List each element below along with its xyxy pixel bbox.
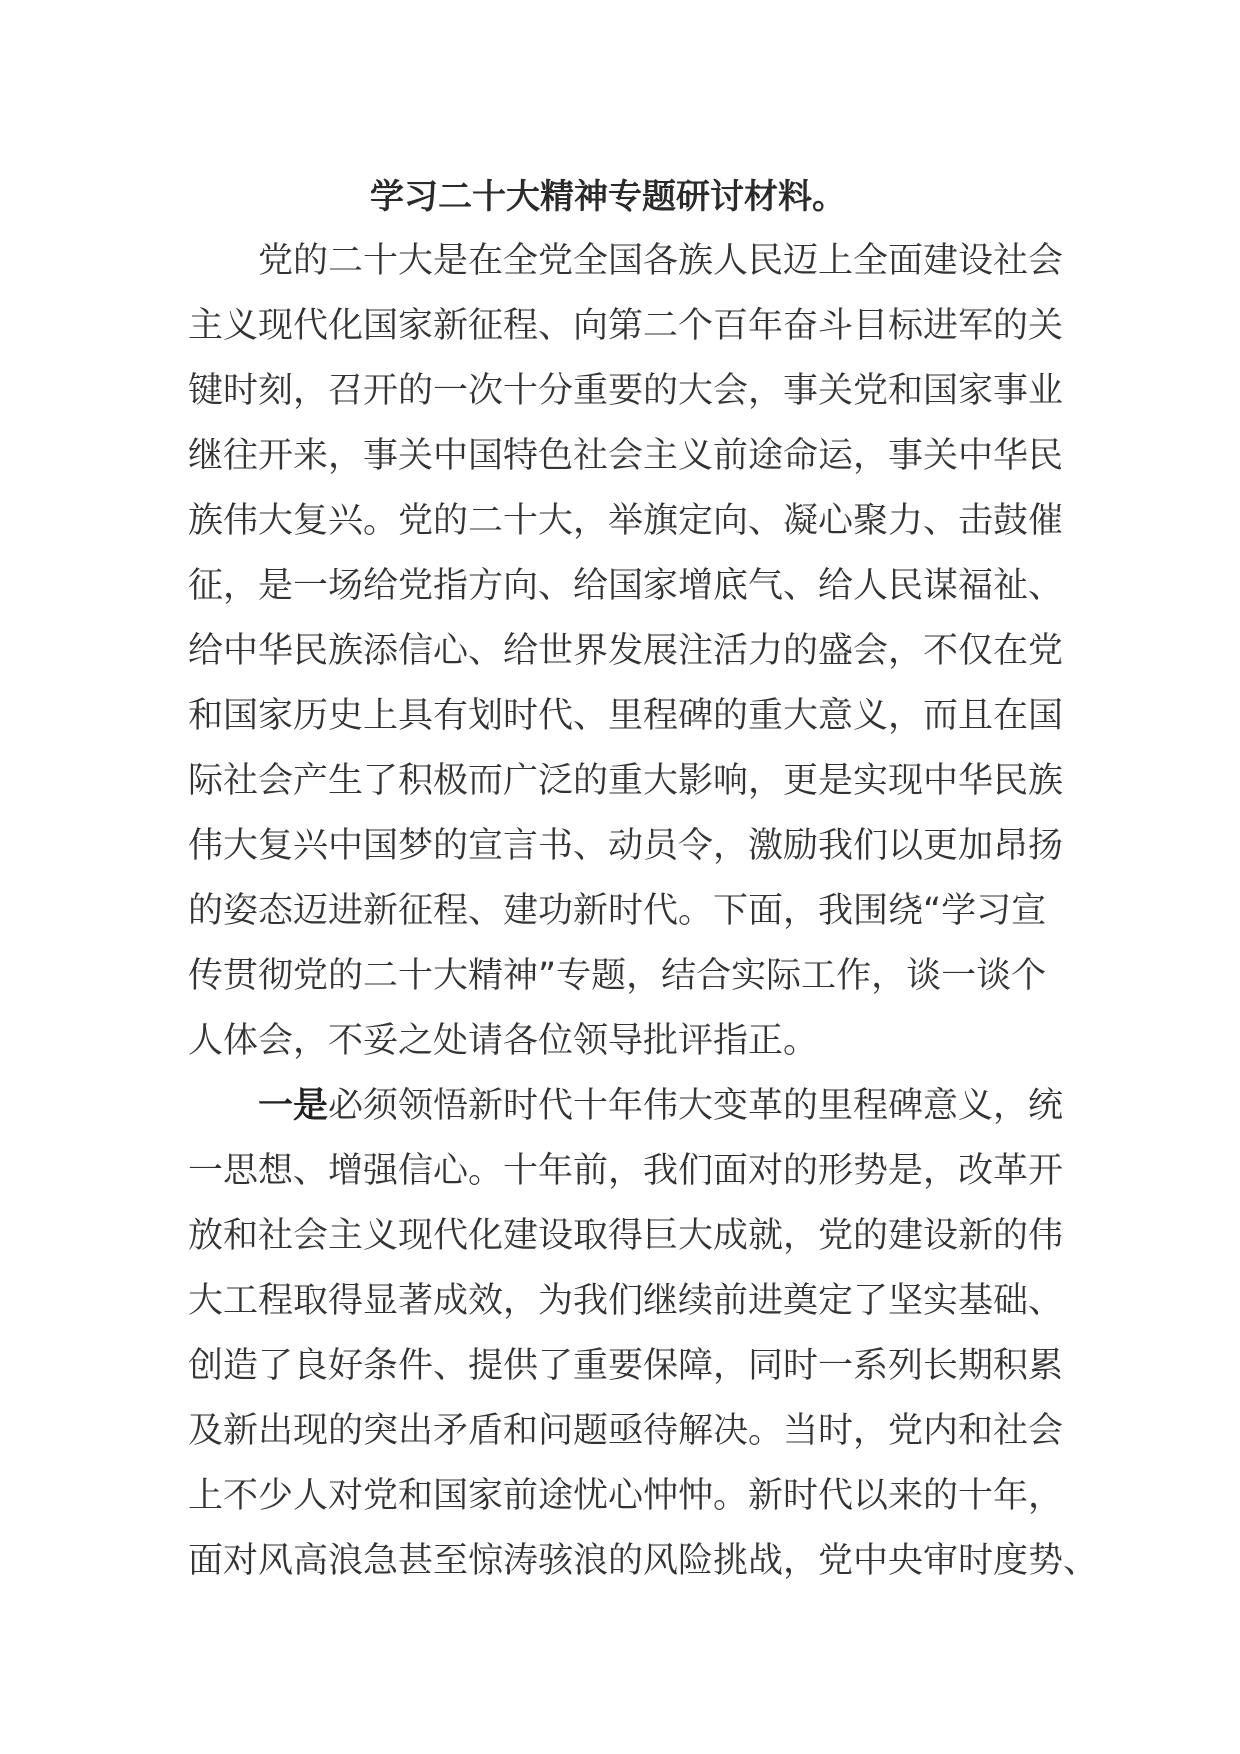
point-lead-label: 一是 [258,1086,329,1126]
text-line: 继往开来，事关中国特色社会主义前途命运，事关中华民 [188,436,1064,476]
document-title: 学习二十大精神专题研讨材料。 [370,177,846,217]
paragraph-indent [188,1086,258,1126]
text-line: 党的二十大是在全党全国各族人民迈上全面建设社会 [188,241,1064,281]
text-line: 和国家历史上具有划时代、里程碑的重大意义，而且在国 [188,696,1064,736]
text-line: 给中华民族添信心、给世界发展注活力的盛会，不仅在党 [188,631,1064,671]
text-line: 上不少人对党和国家前途忧心忡忡。新时代以来的十年， [188,1476,1064,1516]
text-line: 伟大复兴中国梦的宣言书、动员令，激励我们以更加昂扬 [188,826,1064,866]
text-line: 面对风高浪急甚至惊涛骇浪的风险挑战，党中央审时度势、 [188,1541,1099,1581]
text-line: 传贯彻党的二十大精神”专题，结合实际工作，谈一谈个 [188,956,1047,996]
text-line: 大工程取得显著成效，为我们继续前进奠定了坚实基础、 [188,1281,1064,1321]
text-line: 放和社会主义现代化建设取得巨大成就，党的建设新的伟 [188,1216,1064,1256]
text-line: 及新出现的突出矛盾和问题亟待解决。当时，党内和社会 [188,1411,1064,1451]
text-line: 人体会，不妥之处请各位领导批评指正。 [188,1021,819,1061]
text-line: 族伟大复兴。党的二十大，举旗定向、凝心聚力、击鼓催 [188,501,1064,541]
text-line: 创造了良好条件、提供了重要保障，同时一系列长期积累 [188,1346,1064,1386]
text-line: 征，是一场给党指方向、给国家增底气、给人民谋福祉、 [188,566,1064,606]
text-line: 的姿态迈进新征程、建功新时代。下面，我围绕“学习宣 [188,891,1047,931]
text-line: 际社会产生了积极而广泛的重大影响，更是实现中华民族 [188,761,1064,801]
text-line-first [188,1074,1064,1139]
text-line: 键时刻，召开的一次十分重要的大会，事关党和国家事业 [188,371,1064,411]
paragraph-intro [188,229,1064,1074]
paragraph-point-one [188,1074,1099,1594]
text-line: 主义现代化国家新征程、向第二个百年奋斗目标进军的关 [188,306,1064,346]
text-line-rest: 必须领悟新时代十年伟大变革的里程碑意义，统 [328,1086,1064,1126]
text-line: 一思想、增强信心。十年前，我们面对的形势是，改革开 [188,1151,1064,1191]
